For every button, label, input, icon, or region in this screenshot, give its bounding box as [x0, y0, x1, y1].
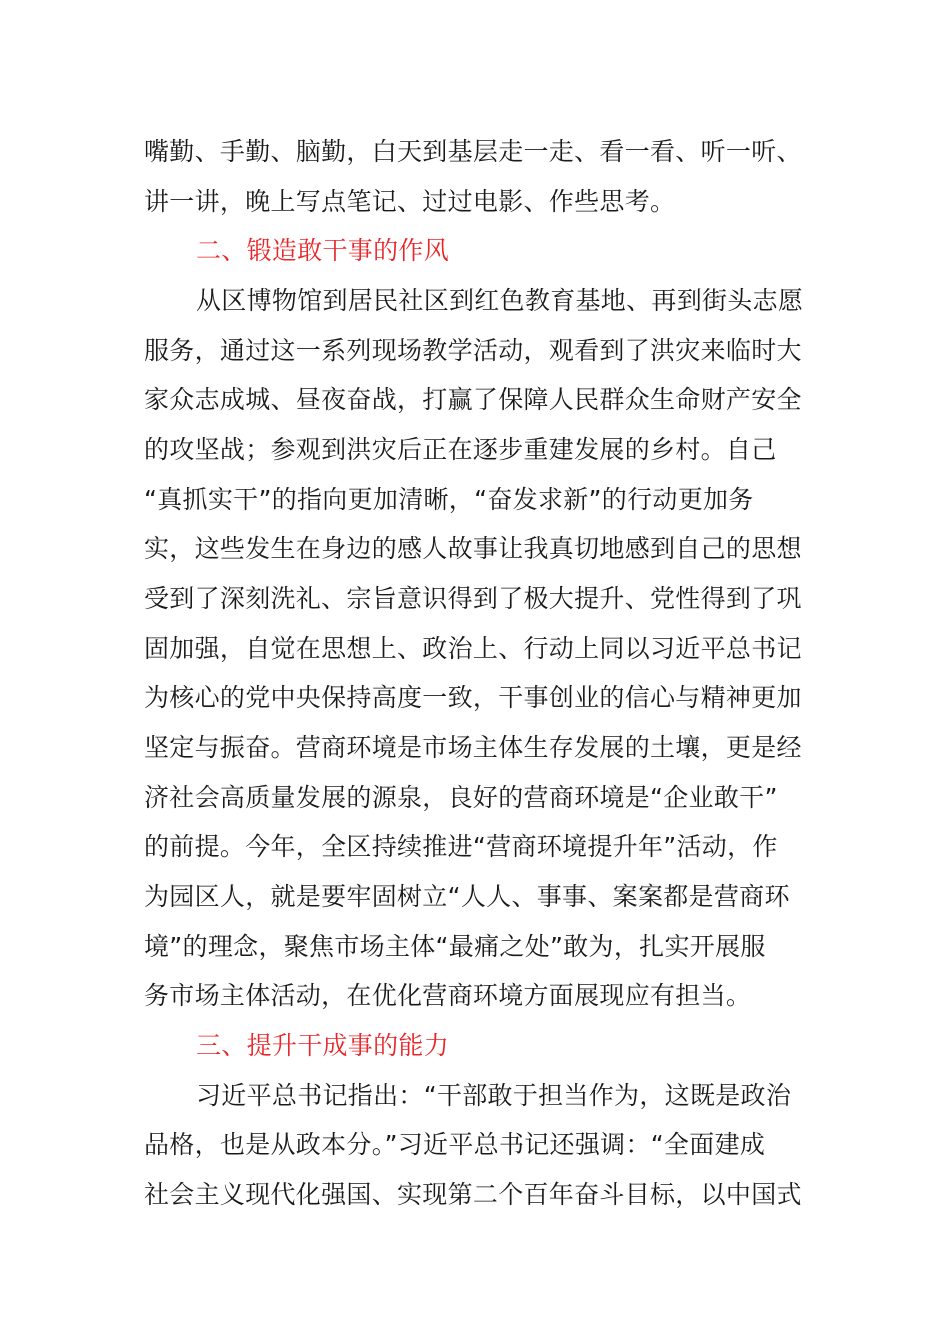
body-text-line: 为园区人，就是要牢固树立“人人、事事、案案都是营商环 [144, 882, 790, 911]
body-text-line: 的前提。今年，全区持续推进“营商环境提升年”活动，作 [144, 832, 778, 861]
body-text-line: 实，这些发生在身边的感人故事让我真切地感到自己的思想 [144, 534, 802, 563]
body-text-line: 讲一讲，晚上写点笔记、过过电影、作些思考。 [144, 187, 676, 216]
section-heading-3: 三、提升干成事的能力 [196, 1031, 450, 1060]
body-text-line: 济社会高质量发展的源泉，良好的营商环境是“企业敢干” [144, 783, 778, 812]
body-text-line: “真抓实干”的指向更加清晰，“奋发求新”的行动更加务 [144, 485, 754, 514]
body-text-line: 务市场主体活动，在优化营商环境方面展现应有担当。 [144, 981, 752, 1010]
body-text-line: 境”的理念，聚焦市场主体“最痛之处”敢为，扎实开展服 [144, 932, 766, 961]
body-text-line: 从区博物馆到居民社区到红色教育基地、再到街头志愿 [196, 286, 804, 315]
body-text-line: 的攻坚战；参观到洪灾后正在逐步重建发展的乡村。自己 [144, 435, 777, 464]
body-text-line: 固加强，自觉在思想上、政治上、行动上同以习近平总书记 [144, 634, 802, 663]
body-text-line: 习近平总书记指出：“干部敢于担当作为，这既是政治 [196, 1081, 792, 1110]
body-text-line: 品格，也是从政本分。”习近平总书记还强调：“全面建成 [144, 1130, 766, 1159]
body-text-line: 受到了深刻洗礼、宗旨意识得到了极大提升、党性得到了巩 [144, 584, 802, 613]
body-text-line: 服务，通过这一系列现场教学活动，观看到了洪灾来临时大 [144, 336, 802, 365]
body-text-line: 社会主义现代化强国、实现第二个百年奋斗目标，以中国式 [144, 1180, 802, 1209]
body-text-line: 为核心的党中央保持高度一致，干事创业的信心与精神更加 [144, 683, 802, 712]
section-heading-2: 二、锻造敢干事的作风 [196, 236, 450, 265]
body-text-line: 嘴勤、手勤、脑勤，白天到基层走一走、看一看、听一听、 [144, 137, 802, 166]
body-text-line: 坚定与振奋。营商环境是市场主体生存发展的土壤，更是经 [144, 733, 802, 762]
body-text-line: 家众志成城、昼夜奋战，打赢了保障人民群众生命财产安全 [144, 385, 802, 414]
